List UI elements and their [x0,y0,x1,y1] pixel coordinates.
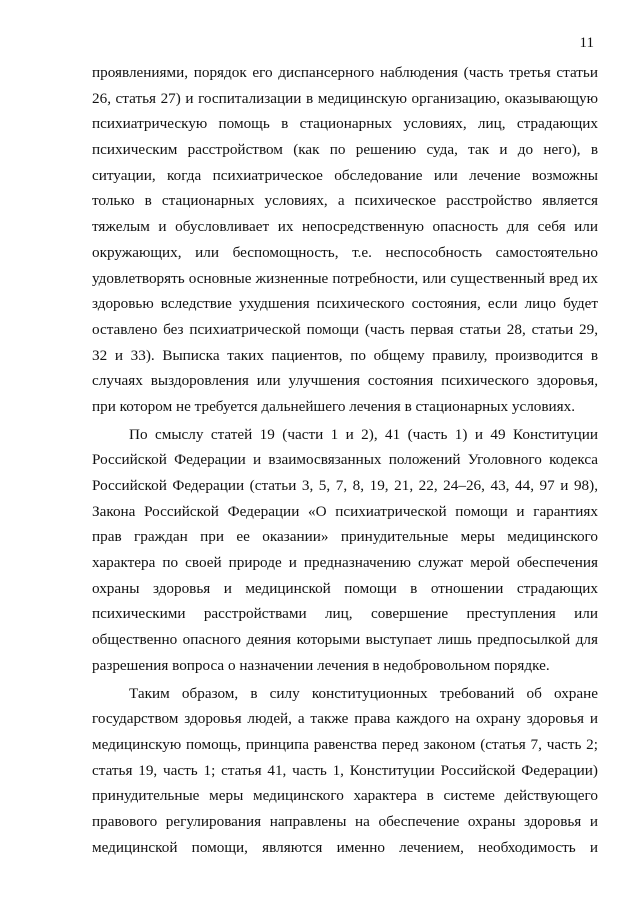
document-body [92,60,598,860]
text-line: характера по своей природе и предназначению служат мерой обеспечения [92,554,598,572]
text-line: охраны здоровья и медицинской помощи в отношении страдающих [92,579,598,597]
text-line: медицинскую помощь, принципа равенства перед законом (статья 7, часть 2; [92,735,598,753]
text-line: Таким образом, в силу конституционных требований об охране [129,684,598,702]
text-line: случаях выздоровления или улучшения состояния психического здоровья, [92,372,598,390]
text-line: принудительные меры медицинского характера в системе действующего [92,787,598,805]
paragraph [92,60,598,420]
paragraph [92,681,598,861]
text-line: ситуации, когда психиатрическое обследование или лечение возможны [92,166,598,184]
text-line: Закона Российской Федерации «О психиатрической помощи и гарантиях [92,502,598,520]
text-line: здоровью вследствие ухудшения психического состояния, если лицо будет [92,295,598,313]
text-line: психическим расстройством (как по решению суда, так и до него), в [92,141,598,159]
text-line: Российской Федерации (статьи 3, 5, 7, 8, 19, 21, 22, 24–26, 43, 44, 97 и 98), [92,477,598,494]
text-line: прав граждан при ее оказании» принудительные меры медицинского [92,528,598,546]
text-line: По смыслу статей 19 (части 1 и 2), 41 (часть 1) и 49 Конституции [129,425,598,443]
text-line: окружающих, или беспомощность, т.е. неспособность самостоятельно [92,243,598,261]
text-line: удовлетворять основные жизненные потребности, или существенный вред их [92,269,598,287]
text-line: статья 19, часть 1; статья 41, часть 1, Конституции Российской Федерации) [92,761,598,779]
text-line: 32 и 33). Выписка таких пациентов, по общему правилу, производится в [92,346,598,364]
text-line: Российской Федерации и взаимосвязанных положений Уголовного кодекса [92,451,598,469]
text-line: проявлениями, порядок его диспансерного наблюдения (часть третья статьи [92,64,598,81]
text-line: разрешения вопроса о назначении лечения в недобровольном порядке. [92,656,550,674]
text-line: тяжелым и обусловливает их непосредственную опасность для себя или [92,218,598,236]
text-line: оставлено без психиатрической помощи (часть первая статьи 28, статьи 29, [92,320,598,338]
page-number: 11 [579,35,594,51]
text-line: только в стационарных условиях, а психическое расстройство является [92,192,598,210]
paragraph [92,422,598,679]
text-line: государством здоровья людей, а также права каждого на охрану здоровья и [92,710,598,728]
text-line: 26, статья 27) и госпитализации в медицинскую организацию, оказывающую [92,89,598,107]
text-line: психиатрическую помощь в стационарных условиях, лиц, страдающих [92,115,598,133]
text-line: медицинской помощи, являются именно лечением, необходимость и [92,838,598,856]
text-line: правового регулирования направлены на обеспечение охраны здоровья и [92,812,598,830]
text-line: при котором не требуется дальнейшего лечения в стационарных условиях. [92,397,576,415]
text-line: психическими расстройствами лиц, совершение преступления или [92,605,598,623]
text-line: общественно опасного деяния которыми выступает лишь предпосылкой для [92,631,598,649]
